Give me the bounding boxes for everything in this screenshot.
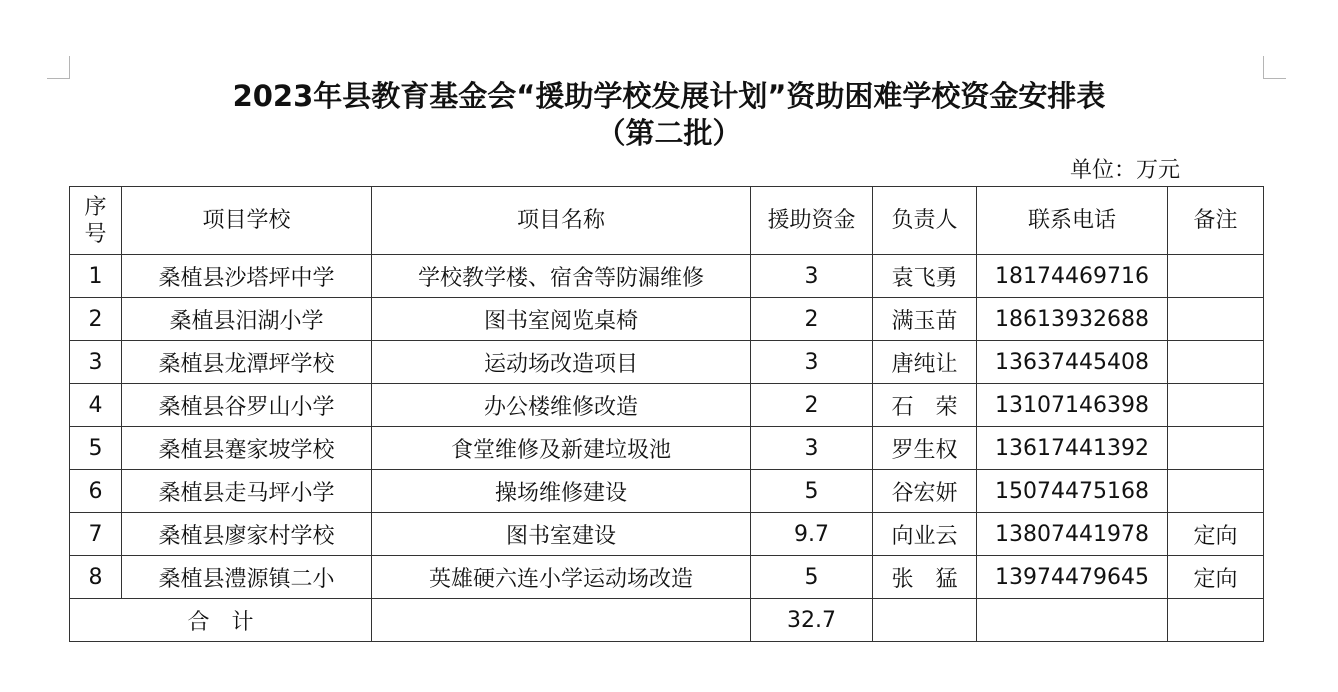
cell-project: 图书室建设 [372,513,751,556]
cell-school: 桑植县澧源镇二小 [122,556,372,599]
cell-seq: 1 [70,255,122,298]
table-row [70,427,1264,470]
cell-person: 罗生权 [873,427,977,470]
cell-fund: 2 [751,384,873,427]
cell-fund: 9.7 [751,513,873,556]
cell-phone: 13807441978 [977,513,1168,556]
cell-person: 张 猛 [873,556,977,599]
table-row [70,255,1264,298]
total-row [70,599,1264,642]
cell-phone: 18174469716 [977,255,1168,298]
table-row [70,298,1264,341]
header-project: 项目名称 [372,187,751,255]
cell-person: 向业云 [873,513,977,556]
cell-person: 唐纯让 [873,341,977,384]
cell-fund: 5 [751,470,873,513]
cell-project: 图书室阅览桌椅 [372,298,751,341]
cell-seq: 5 [70,427,122,470]
cell-project: 操场维修建设 [372,470,751,513]
cell-school: 桑植县谷罗山小学 [122,384,372,427]
table-row [70,470,1264,513]
cell-seq: 2 [70,298,122,341]
table-row [70,556,1264,599]
cell-project: 学校教学楼、宿舍等防漏维修 [372,255,751,298]
header-seq-line2: 号 [84,221,107,247]
header-fund: 援助资金 [751,187,873,255]
cell-person: 袁飞勇 [873,255,977,298]
cell-note: 定向 [1168,513,1264,556]
cell-school: 桑植县龙潭坪学校 [122,341,372,384]
cell-note: 定向 [1168,556,1264,599]
cell-note [1168,427,1264,470]
cell-fund: 5 [751,556,873,599]
cell-project: 办公楼维修改造 [372,384,751,427]
cell-school: 桑植县廖家村学校 [122,513,372,556]
table-header-row [70,187,1264,255]
cell-seq: 7 [70,513,122,556]
cell-seq: 6 [70,470,122,513]
table-row [70,341,1264,384]
header-seq-line1: 序 [84,194,107,220]
cell-seq: 8 [70,556,122,599]
total-label: 合 计 [70,599,372,642]
table-row [70,384,1264,427]
total-phone-empty [977,599,1168,642]
unit-label: 单位：万元 [1069,158,1180,183]
header-seq [70,187,122,255]
cell-project: 运动场改造项目 [372,341,751,384]
cell-person: 谷宏妍 [873,470,977,513]
document-title: 2023年县教育基金会“援助学校发展计划”资助困难学校资金安排表 [232,79,1106,113]
cell-note [1168,384,1264,427]
document-subtitle: （第二批） [596,116,742,150]
cell-note [1168,255,1264,298]
total-fund: 32.7 [751,599,873,642]
cell-project: 英雄硬六连小学运动场改造 [372,556,751,599]
page-corner-mark-top-left [47,56,70,79]
table-row [70,513,1264,556]
header-note: 备注 [1168,187,1264,255]
cell-phone: 13637445408 [977,341,1168,384]
cell-phone: 13617441392 [977,427,1168,470]
cell-note [1168,341,1264,384]
cell-fund: 3 [751,427,873,470]
total-project-empty [372,599,751,642]
cell-school: 桑植县蹇家坡学校 [122,427,372,470]
cell-phone: 13974479645 [977,556,1168,599]
cell-fund: 3 [751,341,873,384]
cell-note [1168,298,1264,341]
cell-fund: 3 [751,255,873,298]
cell-school: 桑植县沙塔坪中学 [122,255,372,298]
header-school: 项目学校 [122,187,372,255]
cell-person: 满玉苗 [873,298,977,341]
header-phone: 联系电话 [977,187,1168,255]
cell-phone: 18613932688 [977,298,1168,341]
cell-school: 桑植县汨湖小学 [122,298,372,341]
header-person: 负责人 [873,187,977,255]
total-note-empty [1168,599,1264,642]
cell-person: 石 荣 [873,384,977,427]
page-corner-mark-top-right [1263,56,1286,79]
cell-phone: 13107146398 [977,384,1168,427]
cell-note [1168,470,1264,513]
cell-project: 食堂维修及新建垃圾池 [372,427,751,470]
cell-phone: 15074475168 [977,470,1168,513]
cell-seq: 3 [70,341,122,384]
funding-table [69,186,1264,642]
total-person-empty [873,599,977,642]
cell-school: 桑植县走马坪小学 [122,470,372,513]
cell-seq: 4 [70,384,122,427]
cell-fund: 2 [751,298,873,341]
